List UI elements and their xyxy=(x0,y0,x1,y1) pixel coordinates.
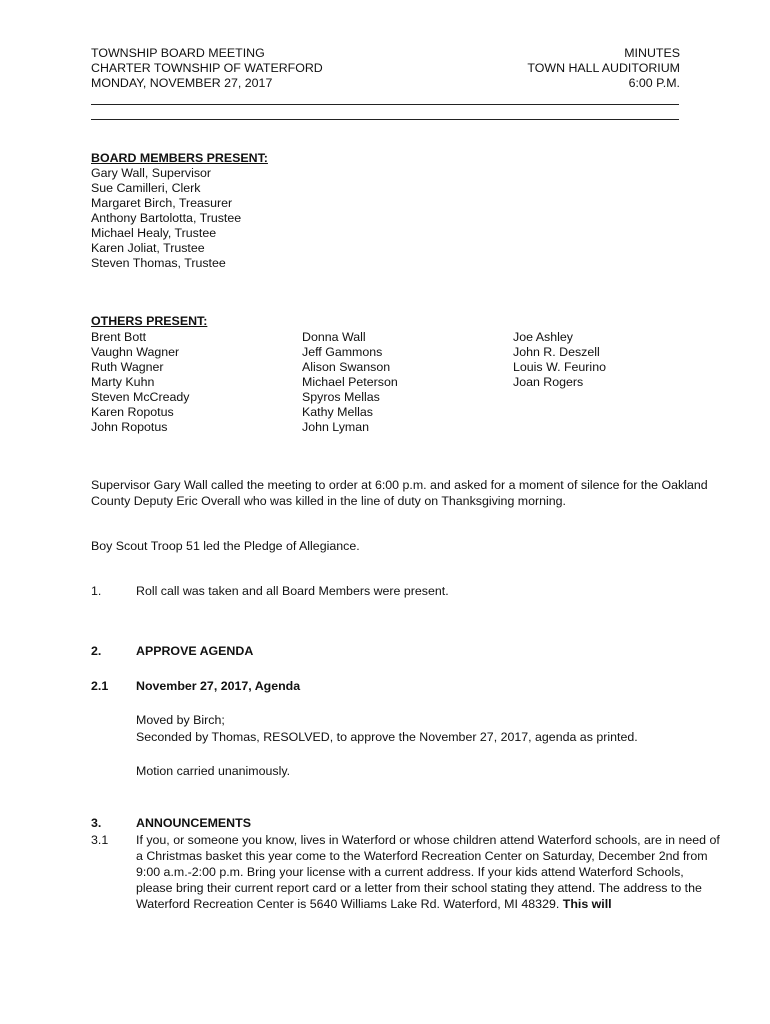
item-3-number: 3. xyxy=(91,816,102,830)
meeting-date: MONDAY, NOVEMBER 27, 2017 xyxy=(91,76,273,90)
board-member: Gary Wall, Supervisor xyxy=(91,166,212,180)
attendee: Kathy Mellas xyxy=(302,405,373,419)
others-column-1 xyxy=(91,330,189,435)
attendee: John Ropotus xyxy=(91,420,168,434)
attendee: Alison Swanson xyxy=(302,360,391,374)
header-rule-bottom xyxy=(91,119,679,120)
item-3-1-paragraph xyxy=(136,832,721,912)
meeting-time: 6:00 P.M. xyxy=(628,76,680,90)
meeting-location: TOWN HALL AUDITORIUM xyxy=(527,61,680,75)
attendee: Vaughn Wagner xyxy=(91,345,180,359)
pledge-paragraph: Boy Scout Troop 51 led the Pledge of Allegiance. xyxy=(91,539,360,553)
header-rule-top xyxy=(91,104,679,105)
board-members-section xyxy=(91,151,268,271)
attendee: Brent Bott xyxy=(91,330,147,344)
board-member: Margaret Birch, Treasurer xyxy=(91,196,233,210)
attendee: Steven McCready xyxy=(91,390,190,404)
moved-by: Moved by Birch; xyxy=(136,713,225,727)
item-1-text: Roll call was taken and all Board Members were present. xyxy=(136,584,449,598)
attendee: Jeff Gammons xyxy=(302,345,383,359)
item-2-number: 2. xyxy=(91,644,102,658)
item-3-title: ANNOUNCEMENTS xyxy=(136,816,251,830)
header-right xyxy=(527,46,680,91)
header-left xyxy=(91,46,323,91)
attendee: Joan Rogers xyxy=(513,375,584,389)
board-member: Karen Joliat, Trustee xyxy=(91,241,205,255)
seconded-by: Seconded by Thomas, RESOLVED, to approve the November 27, 2017, agenda as printed. xyxy=(136,730,638,744)
motion-result: Motion carried unanimously. xyxy=(136,764,291,778)
attendee: Louis W. Feurino xyxy=(513,360,606,374)
others-present-heading: OTHERS PRESENT: xyxy=(91,314,208,328)
attendee: Marty Kuhn xyxy=(91,375,155,389)
opening-paragraph: Supervisor Gary Wall called the meeting to order at 6:00 p.m. and asked for a moment of silence for the Oakland County Deputy Eric Overall who was killed in the line of duty on Thanksgiving morning. xyxy=(91,478,708,508)
attendee: Michael Peterson xyxy=(302,375,398,389)
announcement-bold-tail: This will xyxy=(562,897,612,911)
item-2-title: APPROVE AGENDA xyxy=(136,644,254,658)
board-member: Anthony Bartolotta, Trustee xyxy=(91,211,242,225)
attendee: Ruth Wagner xyxy=(91,360,164,374)
meeting-title: TOWNSHIP BOARD MEETING xyxy=(91,46,265,60)
attendee: Donna Wall xyxy=(302,330,366,344)
attendee: Spyros Mellas xyxy=(302,390,380,404)
others-column-3 xyxy=(513,330,606,390)
attendee: Karen Ropotus xyxy=(91,405,174,419)
attendee: John R. Deszell xyxy=(513,345,600,359)
announcement-text: If you, or someone you know, lives in Waterford or whose children attend Waterford schools, are in need of a Christmas basket this year come to the Waterford Recreation Center on Saturday, December 2nd from 9:00 a.m.-2:00 p.m. Bring your license with a current address. If your kids attend Waterford Schools, please bring their current report card or a letter from their school stating they attend. The address to the Waterford Recreation Center is 5640 Williams Lake Rd. Waterford, MI 48329. xyxy=(136,833,720,911)
item-1-number: 1. xyxy=(91,584,102,598)
township-name: CHARTER TOWNSHIP OF WATERFORD xyxy=(91,61,323,75)
others-column-2 xyxy=(302,330,398,435)
item-2-1-number: 2.1 xyxy=(91,679,109,693)
board-members-heading: BOARD MEMBERS PRESENT: xyxy=(91,151,268,165)
attendee: John Lyman xyxy=(302,420,370,434)
item-2-1-title: November 27, 2017, Agenda xyxy=(136,679,301,693)
board-member: Steven Thomas, Trustee xyxy=(91,256,226,270)
item-3-1-number: 3.1 xyxy=(91,833,109,847)
board-member: Sue Camilleri, Clerk xyxy=(91,181,201,195)
attendee: Joe Ashley xyxy=(513,330,573,344)
board-member: Michael Healy, Trustee xyxy=(91,226,217,240)
document-type: MINUTES xyxy=(624,46,680,60)
